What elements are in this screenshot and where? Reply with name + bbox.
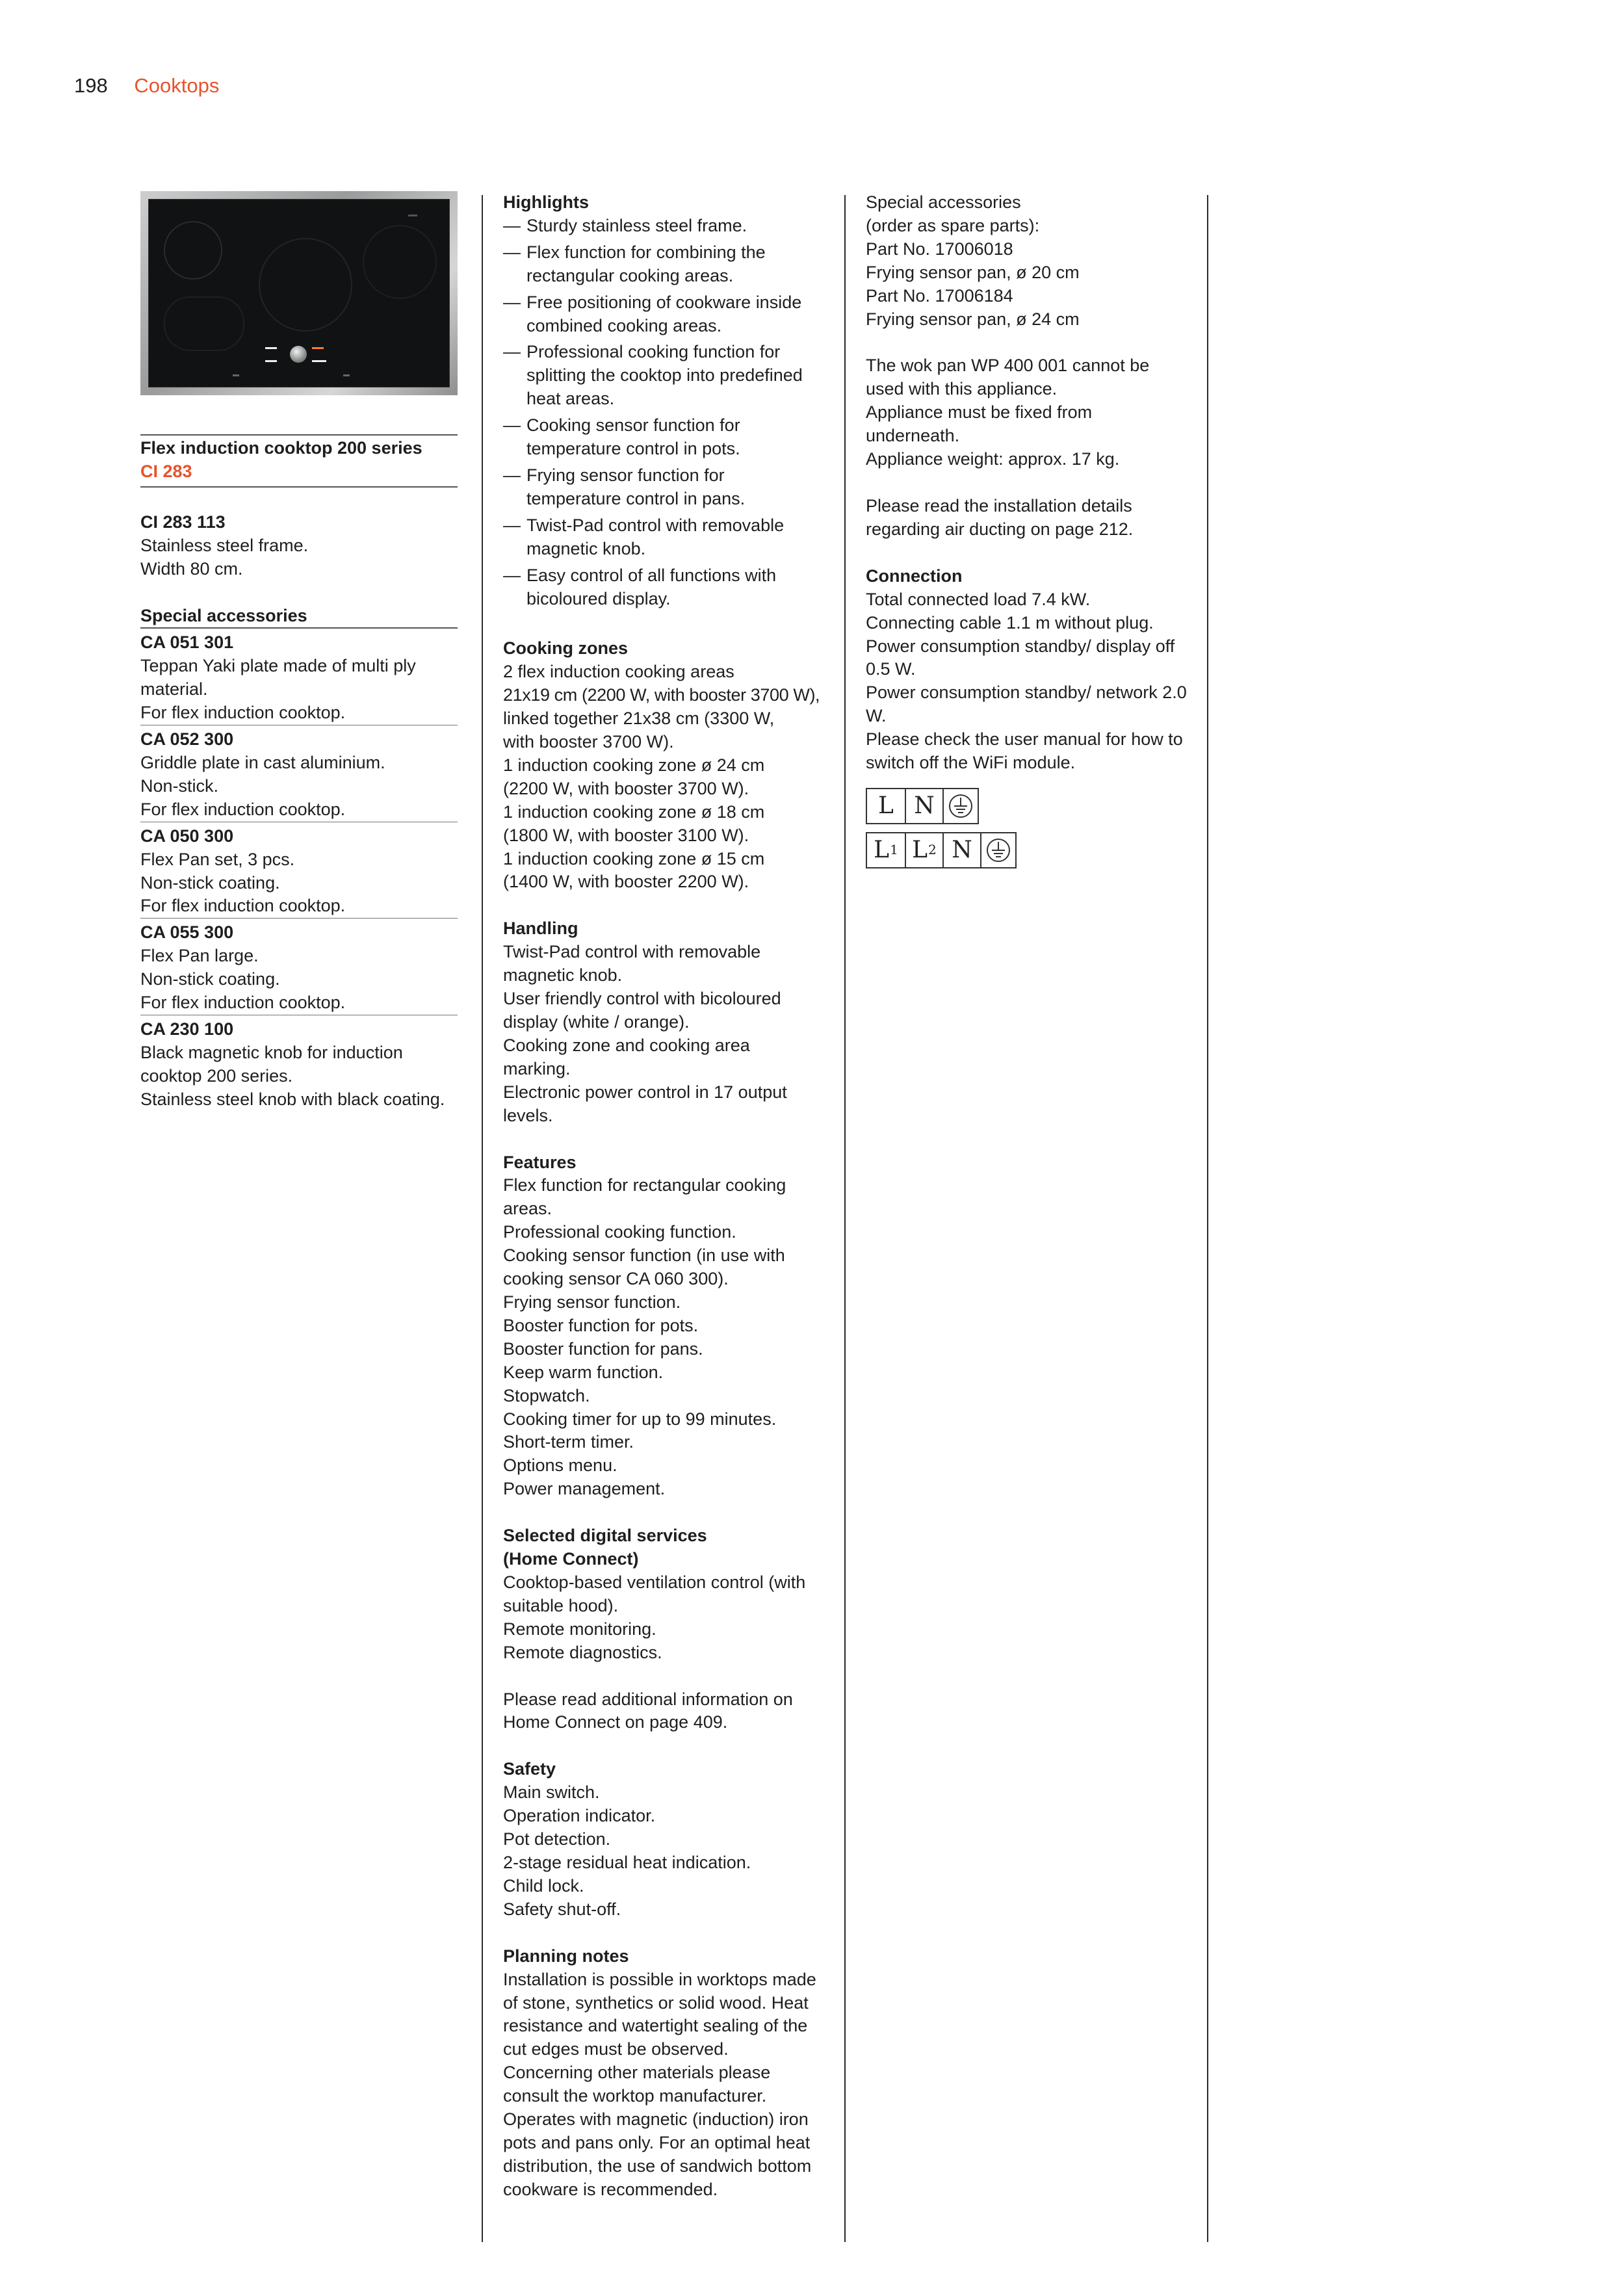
accessory-line: Griddle plate in cast aluminium. bbox=[140, 752, 385, 772]
cooking-zones-line: (1800 W, with booster 3100 W). bbox=[503, 825, 749, 845]
feature-line: Keep warm function. bbox=[503, 1362, 664, 1382]
digital-services-subheading: (Home Connect) bbox=[503, 1549, 639, 1569]
spare-parts-line: Frying sensor pan, ø 24 cm bbox=[866, 309, 1080, 329]
plug-diagram-single-phase bbox=[866, 788, 1188, 824]
plug-cell-neutral: N bbox=[942, 832, 980, 868]
cooking-zones-line: 1 induction cooking zone ø 15 cm bbox=[503, 848, 765, 868]
column-divider-3 bbox=[1207, 195, 1208, 2242]
plug-subscript: 2 bbox=[928, 841, 937, 857]
cooking-zones-line: linked together 21x38 cm (3300 W, bbox=[503, 709, 775, 729]
cooking-zone-ring bbox=[259, 238, 352, 332]
highlight-item: — Twist-Pad control with removable magnetic knob. bbox=[503, 514, 822, 561]
plug-cell-live-1 bbox=[866, 832, 905, 868]
column-divider-1 bbox=[482, 195, 483, 2242]
spare-parts-line: (order as spare parts): bbox=[866, 215, 1040, 235]
highlight-item: — Cooking sensor function for temperature control in pots. bbox=[503, 414, 822, 461]
accessory-item bbox=[140, 918, 458, 1015]
digital-service-line: Remote diagnostics. bbox=[503, 1642, 662, 1662]
plug-cell-live: L bbox=[866, 788, 905, 824]
safety-line: Child lock. bbox=[503, 1875, 584, 1896]
spare-parts-line: Part No. 17006018 bbox=[866, 239, 1013, 259]
cooking-zones-heading: Cooking zones bbox=[503, 638, 629, 659]
plug-label: L bbox=[874, 836, 890, 863]
feature-line: Cooking sensor function (in use with cooking sensor CA 060 300). bbox=[503, 1246, 785, 1289]
cooktop-product-image bbox=[140, 191, 458, 395]
feature-line: Power management. bbox=[503, 1479, 666, 1499]
variant-code: CI 283 113 bbox=[140, 512, 226, 532]
highlight-item: — Flex function for combining the rectangular cooking areas. bbox=[503, 241, 822, 288]
handling-heading: Handling bbox=[503, 919, 578, 939]
connection-line: Connecting cable 1.1 m without plug. bbox=[866, 612, 1154, 633]
column-connection bbox=[866, 191, 1188, 868]
handling-line: User friendly control with bicoloured display (white / orange). bbox=[503, 989, 781, 1032]
accessory-line: Flex Pan large. bbox=[140, 946, 259, 966]
accessory-line: Flex Pan set, 3 pcs. bbox=[140, 849, 295, 869]
highlight-item: — Professional cooking function for splitting the cooktop into predefined heat areas. bbox=[503, 341, 822, 411]
highlight-item: — Sturdy stainless steel frame. bbox=[503, 215, 822, 238]
safety-line: 2-stage residual heat indication. bbox=[503, 1853, 751, 1872]
digital-service-line: Cooktop-based ventilation control (with suitable hood). bbox=[503, 1572, 806, 1615]
accessory-line: For flex induction cooktop. bbox=[140, 703, 346, 723]
accessory-line: Non-stick. bbox=[140, 776, 219, 796]
earth-icon bbox=[942, 788, 979, 824]
feature-line: Professional cooking function. bbox=[503, 1222, 736, 1242]
handling-line: Twist-Pad control with removable magnetic knob. bbox=[503, 942, 761, 985]
display-segment bbox=[265, 360, 277, 362]
planning-notes-heading: Planning notes bbox=[503, 1946, 629, 1966]
plug-cell-neutral: N bbox=[905, 788, 942, 824]
page-number: 198 bbox=[74, 74, 108, 97]
feature-line: Booster function for pans. bbox=[503, 1338, 703, 1359]
note-line: Appliance weight: approx. 17 kg. bbox=[866, 449, 1120, 469]
feature-line: Flex function for rectangular cooking areas. bbox=[503, 1175, 786, 1219]
glass-surface bbox=[148, 199, 450, 387]
digital-service-line: Remote monitoring. bbox=[503, 1619, 656, 1639]
safety-line: Operation indicator. bbox=[503, 1806, 656, 1826]
page-header bbox=[74, 73, 219, 99]
accessory-line: Non-stick coating. bbox=[140, 872, 280, 893]
note-line: Appliance must be fixed from underneath. bbox=[866, 402, 1093, 446]
feature-line: Options menu. bbox=[503, 1455, 617, 1476]
accessory-item bbox=[140, 627, 458, 725]
features-heading: Features bbox=[503, 1152, 577, 1172]
plug-cell-live-2 bbox=[905, 832, 942, 868]
safety-line: Safety shut-off. bbox=[503, 1899, 621, 1919]
display-segment bbox=[233, 374, 239, 376]
digital-services-heading: Selected digital services bbox=[503, 1526, 707, 1546]
connection-line: Power consumption standby/ network 2.0 W. bbox=[866, 683, 1187, 726]
feature-line: Cooking timer for up to 99 minutes. bbox=[503, 1409, 777, 1429]
connection-line: Power consumption standby/ display off 0.5 W. bbox=[866, 636, 1175, 679]
cooking-zones-line: (1400 W, with booster 2200 W). bbox=[503, 872, 749, 892]
planning-note: Installation is possible in worktops made of stone, synthetics or solid wood. Heat resistance and watertight sealing of the cut edges must be observed. Concerning other materials please consult the worktop manufacturer. bbox=[503, 1969, 816, 2106]
product-title: Flex induction cooktop 200 series bbox=[140, 438, 422, 458]
accessory-line: Teppan Yaki plate made of multi ply material. bbox=[140, 656, 416, 699]
special-accessories-heading: Special accessories bbox=[140, 605, 307, 625]
cooking-zones-line: 21x19 cm (2200 W, with booster 3700 W), bbox=[503, 685, 820, 705]
column-divider-2 bbox=[844, 195, 846, 2242]
connection-heading: Connection bbox=[866, 566, 963, 586]
cooking-zones-line: 2 flex induction cooking areas bbox=[503, 662, 734, 682]
highlights-heading: Highlights bbox=[503, 192, 589, 212]
magnetic-knob bbox=[290, 346, 307, 363]
cooking-zones-line: 1 induction cooking zone ø 24 cm bbox=[503, 755, 765, 775]
display-segment bbox=[343, 374, 350, 376]
highlight-item: — Free positioning of cookware inside combined cooking areas. bbox=[503, 291, 822, 338]
accessory-item bbox=[140, 725, 458, 822]
safety-line: Main switch. bbox=[503, 1782, 600, 1803]
variant-line: Stainless steel frame. bbox=[140, 535, 309, 555]
product-title-block bbox=[140, 434, 458, 488]
highlights-list bbox=[503, 215, 822, 611]
cooking-zones-line: (2200 W, with booster 3700 W). bbox=[503, 778, 749, 798]
section-title: Cooktops bbox=[134, 74, 220, 97]
display-segment bbox=[312, 347, 324, 349]
accessory-line: Non-stick coating. bbox=[140, 969, 280, 989]
highlight-item: — Frying sensor function for temperature control in pans. bbox=[503, 464, 822, 511]
accessory-line: Black magnetic knob for induction cooktop 200 series. bbox=[140, 1042, 403, 1086]
column-product bbox=[140, 191, 458, 1112]
plug-subscript: 1 bbox=[890, 841, 898, 857]
accessory-code: CA 055 300 bbox=[140, 922, 234, 943]
accessory-item bbox=[140, 822, 458, 919]
note-line: The wok pan WP 400 001 cannot be used with this appliance. bbox=[866, 356, 1150, 399]
safety-heading: Safety bbox=[503, 1759, 556, 1779]
accessory-line: For flex induction cooktop. bbox=[140, 993, 346, 1013]
product-model: CI 283 bbox=[140, 461, 192, 481]
accessory-code: CA 052 300 bbox=[140, 729, 234, 750]
highlight-item: — Easy control of all functions with bicoloured display. bbox=[503, 564, 822, 611]
feature-line: Booster function for pots. bbox=[503, 1315, 699, 1335]
column-details bbox=[503, 191, 822, 2202]
plug-label: L bbox=[912, 836, 928, 863]
feature-line: Short-term timer. bbox=[503, 1432, 634, 1452]
cooking-zones-line: 1 induction cooking zone ø 18 cm bbox=[503, 802, 765, 822]
accessory-item bbox=[140, 1015, 458, 1112]
spare-parts-line: Special accessories bbox=[866, 192, 1021, 212]
plug-diagram-two-phase bbox=[866, 832, 1188, 868]
display-segment bbox=[265, 347, 277, 349]
cooking-zones-line: with booster 3700 W). bbox=[503, 732, 674, 752]
connection-line: Total connected load 7.4 kW. bbox=[866, 589, 1091, 609]
feature-line: Frying sensor function. bbox=[503, 1292, 681, 1312]
accessory-code: CA 050 300 bbox=[140, 826, 234, 846]
cooking-zone-ring bbox=[164, 221, 222, 280]
spare-parts-line: Frying sensor pan, ø 20 cm bbox=[866, 262, 1080, 282]
accessory-list bbox=[140, 627, 458, 1015]
spare-parts-line: Part No. 17006184 bbox=[866, 285, 1013, 306]
accessory-code: CA 230 100 bbox=[140, 1019, 234, 1039]
display-segment bbox=[312, 360, 326, 362]
earth-icon bbox=[980, 832, 1017, 868]
feature-line: Stopwatch. bbox=[503, 1385, 590, 1405]
accessory-code: CA 051 301 bbox=[140, 633, 234, 653]
planning-note: Operates with magnetic (induction) iron pots and pans only. For an optimal heat distribution, the use of sandwich bottom cookware is recommended. bbox=[503, 2109, 812, 2199]
safety-line: Pot detection. bbox=[503, 1829, 611, 1849]
handling-line: Cooking zone and cooking area marking. bbox=[503, 1035, 750, 1078]
display-segment bbox=[408, 215, 417, 216]
connection-line: Please check the user manual for how to switch off the WiFi module. bbox=[866, 729, 1183, 773]
cooking-zone-ring bbox=[164, 296, 244, 351]
accessory-line: For flex induction cooktop. bbox=[140, 799, 346, 819]
accessory-line: For flex induction cooktop. bbox=[140, 896, 346, 916]
cooking-zone-ring bbox=[363, 225, 437, 299]
handling-line: Electronic power control in 17 output levels. bbox=[503, 1082, 787, 1125]
installation-note: Please read the installation details regarding air ducting on page 212. bbox=[866, 495, 1134, 539]
home-connect-note: Please read additional information on Home Connect on page 409. bbox=[503, 1689, 793, 1732]
variant-line: Width 80 cm. bbox=[140, 558, 243, 579]
accessory-line: Stainless steel knob with black coating. bbox=[140, 1089, 445, 1109]
